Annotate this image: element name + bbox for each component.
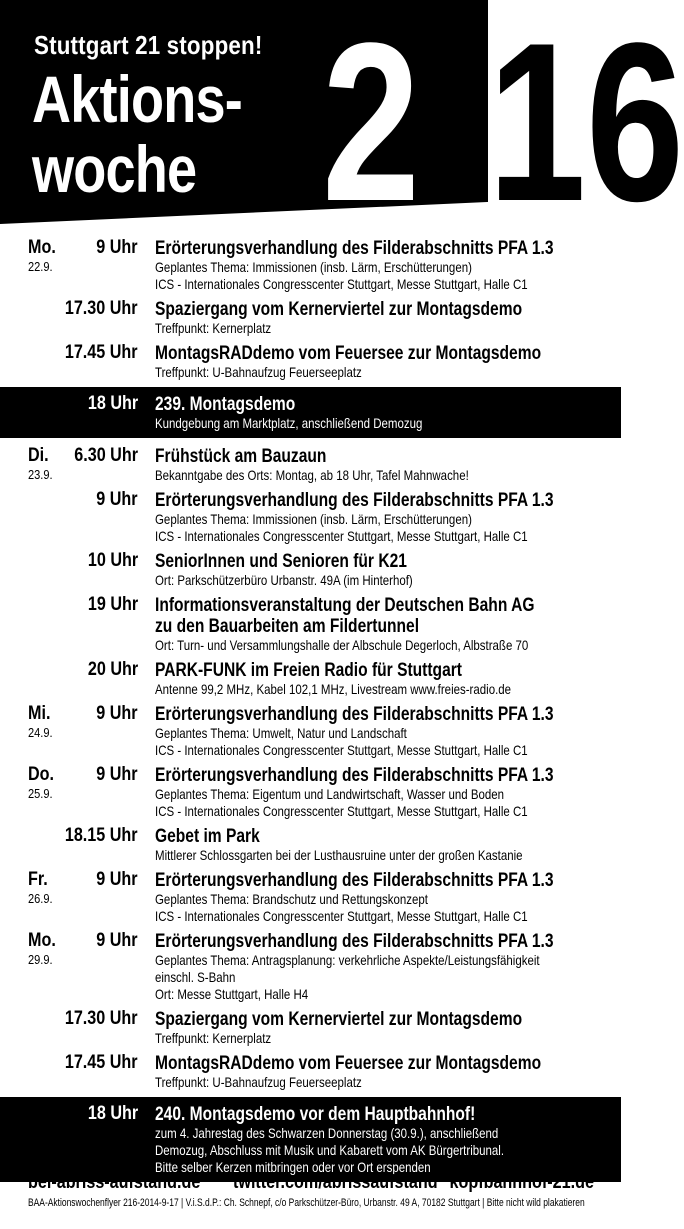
entry-day: Mo. [28,237,56,258]
schedule-entry [0,763,621,824]
entry-title: Erörterungsverhandlung des Filderabschnitts PFA 1.3 [155,490,554,511]
schedule-entry [0,1051,621,1095]
title-line-2: woche [32,132,197,206]
entry-detail: Treffpunkt: Kernerplatz [155,320,272,336]
schedule-entry [0,1007,621,1051]
entry-title: Informationsveranstaltung der Deutschen Bahn AG [155,595,535,616]
schedule-entry [0,341,621,385]
schedule-entry [0,868,621,929]
entry-time: 9 Uhr [96,930,138,951]
entry-detail: Antenne 99,2 MHz, Kabel 102,1 MHz, Livestream www.freies-radio.de [155,681,512,697]
entry-time: 19 Uhr [87,594,138,615]
entry-title: Gebet im Park [155,826,260,847]
highlight-entry [0,387,621,438]
entry-time: 9 Uhr [96,237,138,258]
schedule-entry [0,236,621,297]
schedule-entry [0,549,621,593]
entry-time: 17.30 Uhr [65,298,138,319]
entry-detail: ICS - Internationales Congresscenter Stuttgart, Messe Stuttgart, Halle C1 [155,742,528,758]
website-link-bei-abriss-aufstand[interactable]: bei-abriss-aufstand.de [28,1172,201,1193]
entry-time: 18 Uhr [87,393,138,414]
entry-title: Erörterungsverhandlung des Filderabschnitts PFA 1.3 [155,238,554,259]
schedule-entry [0,488,621,549]
entry-time: 9 Uhr [96,489,138,510]
date-range: 22.9. - 29.9. [463,82,491,196]
entry-detail: Geplantes Thema: Immissionen (insb. Lärm, Erschütterungen) [155,259,472,275]
entry-detail: Treffpunkt: Kernerplatz [155,1030,272,1046]
entry-title: Erörterungsverhandlung des Filderabschnitts PFA 1.3 [155,931,554,952]
entry-detail: ICS - Internationales Congresscenter Stuttgart, Messe Stuttgart, Halle C1 [155,528,528,544]
title-line-1: Aktions- [32,62,242,136]
entry-detail: Geplantes Thema: Eigentum und Landwirtschaft, Wasser und Boden [155,786,505,802]
entry-title: Spaziergang vom Kernerviertel zur Montagsdemo [155,1009,523,1030]
entry-day: Do. [28,764,55,785]
entry-title: MontagsRADdemo vom Feuersee zur Montagsdemo [155,1053,542,1074]
entry-title: 240. Montagsdemo vor dem Hauptbahnhof! [155,1104,476,1125]
entry-time: 17.30 Uhr [65,1008,138,1029]
entry-time: 10 Uhr [87,550,138,571]
entry-detail: ICS - Internationales Congresscenter Stuttgart, Messe Stuttgart, Halle C1 [155,276,528,292]
subtitle: Stuttgart 21 stoppen! [34,30,263,60]
entry-detail: Geplantes Thema: Immissionen (insb. Lärm, Erschütterungen) [155,511,472,527]
big-number-2: 2 [322,0,421,248]
entry-detail: Bekanntgabe des Orts: Montag, ab 18 Uhr, Tafel Mahnwache! [155,467,469,483]
entry-detail: zum 4. Jahrestag des Schwarzen Donnerstag (30.9.), anschließend [155,1125,499,1141]
entry-time: 9 Uhr [96,703,138,724]
entry-title: Erörterungsverhandlung des Filderabschnitts PFA 1.3 [155,704,554,725]
highlight-entry [0,1097,621,1182]
entry-title: Frühstück am Bauzaun [155,446,327,467]
schedule-entry [0,444,621,488]
entry-title: PARK-FUNK im Freien Radio für Stuttgart [155,660,462,681]
entry-detail: einschl. S-Bahn [155,969,236,985]
entry-time: 18 Uhr [87,1103,138,1124]
entry-title: Erörterungsverhandlung des Filderabschnitts PFA 1.3 [155,765,554,786]
entry-detail: Treffpunkt: U-Bahnaufzug Feuerseeplatz [155,1074,362,1090]
entry-detail: Geplantes Thema: Umwelt, Natur und Landschaft [155,725,407,741]
entry-title: 239. Montagsdemo [155,394,296,415]
entry-day: Mo. [28,930,56,951]
entry-time: 9 Uhr [96,869,138,890]
entry-detail: Bitte selber Kerzen mitbringen oder vor Ort erspenden [155,1159,431,1175]
entry-detail: Kundgebung am Marktplatz, anschließend Demozug [155,415,423,431]
entry-day: Mi. [28,703,51,724]
entry-detail: ICS - Internationales Congresscenter Stuttgart, Messe Stuttgart, Halle C1 [155,803,528,819]
entry-time: 9 Uhr [96,764,138,785]
entry-time: 20 Uhr [87,659,138,680]
entry-title: MontagsRADdemo vom Feuersee zur Montagsdemo [155,343,542,364]
entry-detail: ICS - Internationales Congresscenter Stuttgart, Messe Stuttgart, Halle C1 [155,908,528,924]
schedule-entry [0,929,621,1007]
entry-detail: Ort: Turn- und Versammlungshalle der Albschule Degerloch, Albstraße 70 [155,637,529,653]
big-number-16: 16 [488,0,684,248]
website-link-kopfbahnhof[interactable]: kopfbahnhof-21.de [449,1172,594,1193]
entry-detail: Mittlerer Schlossgarten bei der Lusthausruine unter der großen Kastanie [155,847,523,863]
entry-title-line-2: zu den Bauarbeiten am Fildertunnel [155,616,420,637]
entry-detail: Ort: Parkschützerbüro Urbanstr. 49A (im Hinterhof) [155,572,413,588]
entry-time: 6.30 Uhr [74,445,138,466]
schedule-entry [0,824,621,868]
entry-date: 29.9. [28,952,53,967]
entry-date: 26.9. [28,891,53,906]
entry-detail: Ort: Messe Stuttgart, Halle H4 [155,986,309,1002]
entry-time: 18.15 Uhr [65,825,138,846]
entry-detail: Geplantes Thema: Brandschutz und Rettungskonzept [155,891,428,907]
schedule-list [0,236,621,1188]
footer-links [28,1173,594,1195]
schedule-entry [0,593,621,658]
imprint-text: BAA-Aktionswochenflyer 216-2014-9-17 | V.i.S.d.P.: Ch. Schnepf, c/o Parkschützer-Büro, Urbanstr. 49 A, 70182 Stuttgart | Bitte nicht wild plakatieren [28,1197,585,1209]
entry-detail: Treffpunkt: U-Bahnaufzug Feuerseeplatz [155,364,362,380]
schedule-entry [0,297,621,341]
entry-title: SeniorInnen und Senioren für K21 [155,551,407,572]
entry-date: 24.9. [28,725,53,740]
entry-time: 17.45 Uhr [65,1052,138,1073]
entry-date: 25.9. [28,786,53,801]
entry-day: Fr. [28,869,48,890]
entry-day: Di. [28,445,49,466]
entry-date: 23.9. [28,467,53,482]
twitter-link[interactable]: twitter.com/abrissaufstand [233,1172,438,1193]
entry-detail: Geplantes Thema: Antragsplanung: verkehrliche Aspekte/Leistungsfähigkeit [155,952,540,968]
entry-date: 22.9. [28,259,53,274]
entry-detail: Demozug, Abschluss mit Musik und Kabarett vom AK Bürgertribunal. [155,1142,505,1158]
entry-title: Erörterungsverhandlung des Filderabschnitts PFA 1.3 [155,870,554,891]
entry-title: Spaziergang vom Kernerviertel zur Montagsdemo [155,299,523,320]
schedule-entry [0,658,621,702]
schedule-entry [0,702,621,763]
entry-time: 17.45 Uhr [65,342,138,363]
